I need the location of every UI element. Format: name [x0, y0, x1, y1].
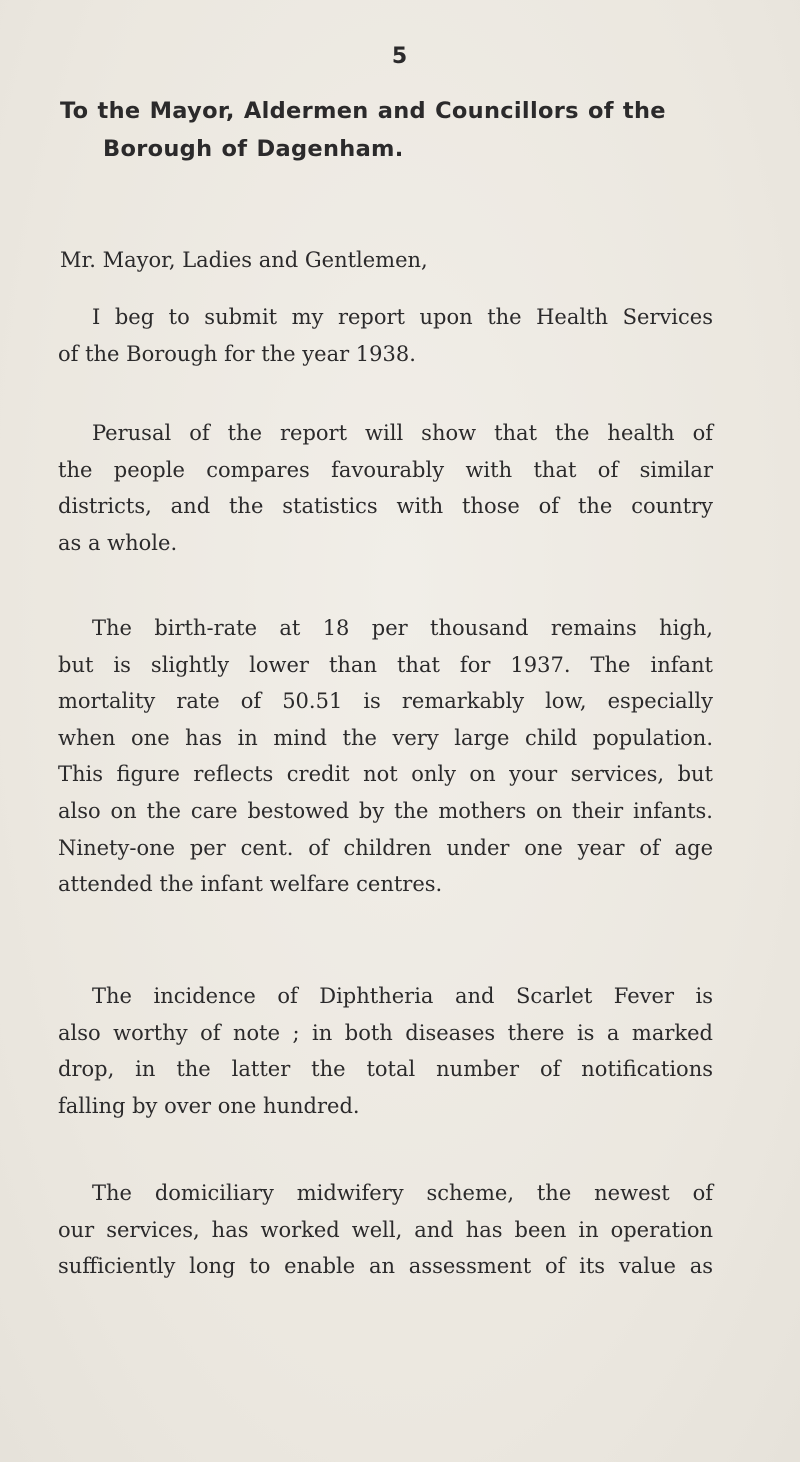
paragraph-report-submission: [58, 299, 713, 372]
paragraph-birth-and-infant-mortality: [58, 610, 713, 903]
paragraph-line: also on the care bestowed by the mothers on their infants.: [58, 798, 713, 823]
paragraph-line: districts, and the statistics with those of the country: [58, 494, 713, 519]
paragraph-line: but is slightly lower than that for 1937. The infant: [58, 652, 713, 677]
paragraph-line: The incidence of Diphtheria and Scarlet Fever is: [92, 984, 713, 1008]
salutation: Mr. Mayor, Ladies and Gentlemen,: [60, 248, 428, 272]
paragraph-line: The birth-rate at 18 per thousand remains high,: [92, 616, 713, 640]
paragraph-line: falling by over one hundred.: [58, 1093, 360, 1118]
paragraph-line: when one has in mind the very large child population.: [58, 725, 713, 750]
heading-line-2: Borough of Dagenham.: [103, 136, 404, 162]
paragraph-line: also worthy of note ; in both diseases there is a marked: [58, 1020, 713, 1045]
paragraph-line: our services, has worked well, and has been in operation: [58, 1217, 713, 1242]
paragraph-line: the people compares favourably with that of similar: [58, 457, 713, 482]
paragraph-line: of the Borough for the year 1938.: [58, 341, 416, 366]
paragraph-line: The domiciliary midwifery scheme, the newest of: [92, 1181, 713, 1205]
page-number: 5: [391, 44, 409, 69]
heading-line-1: To the Mayor, Aldermen and Councillors of the: [60, 98, 666, 124]
paragraph-health-comparison: [58, 415, 713, 561]
paragraph-line: as a whole.: [58, 530, 178, 555]
paragraph-line: This figure reflects credit not only on your services, but: [58, 762, 713, 787]
paragraph-diphtheria-scarlet-fever: [58, 978, 713, 1124]
report-address-heading: [60, 92, 720, 168]
paragraph-line: Perusal of the report will show that the health of: [92, 421, 713, 445]
paragraph-line: mortality rate of 50.51 is remarkably low, especially: [58, 689, 713, 714]
paragraph-line: Ninety-one per cent. of children under one year of age: [58, 835, 713, 860]
paragraph-line: attended the infant welfare centres.: [58, 872, 443, 897]
paragraph-line: drop, in the latter the total number of notifications: [58, 1057, 713, 1082]
paragraph-line: sufficiently long to enable an assessment of its value as: [58, 1254, 713, 1279]
paragraph-line: I beg to submit my report upon the Health Services: [92, 305, 713, 329]
paragraph-midwifery-scheme: [58, 1175, 713, 1285]
